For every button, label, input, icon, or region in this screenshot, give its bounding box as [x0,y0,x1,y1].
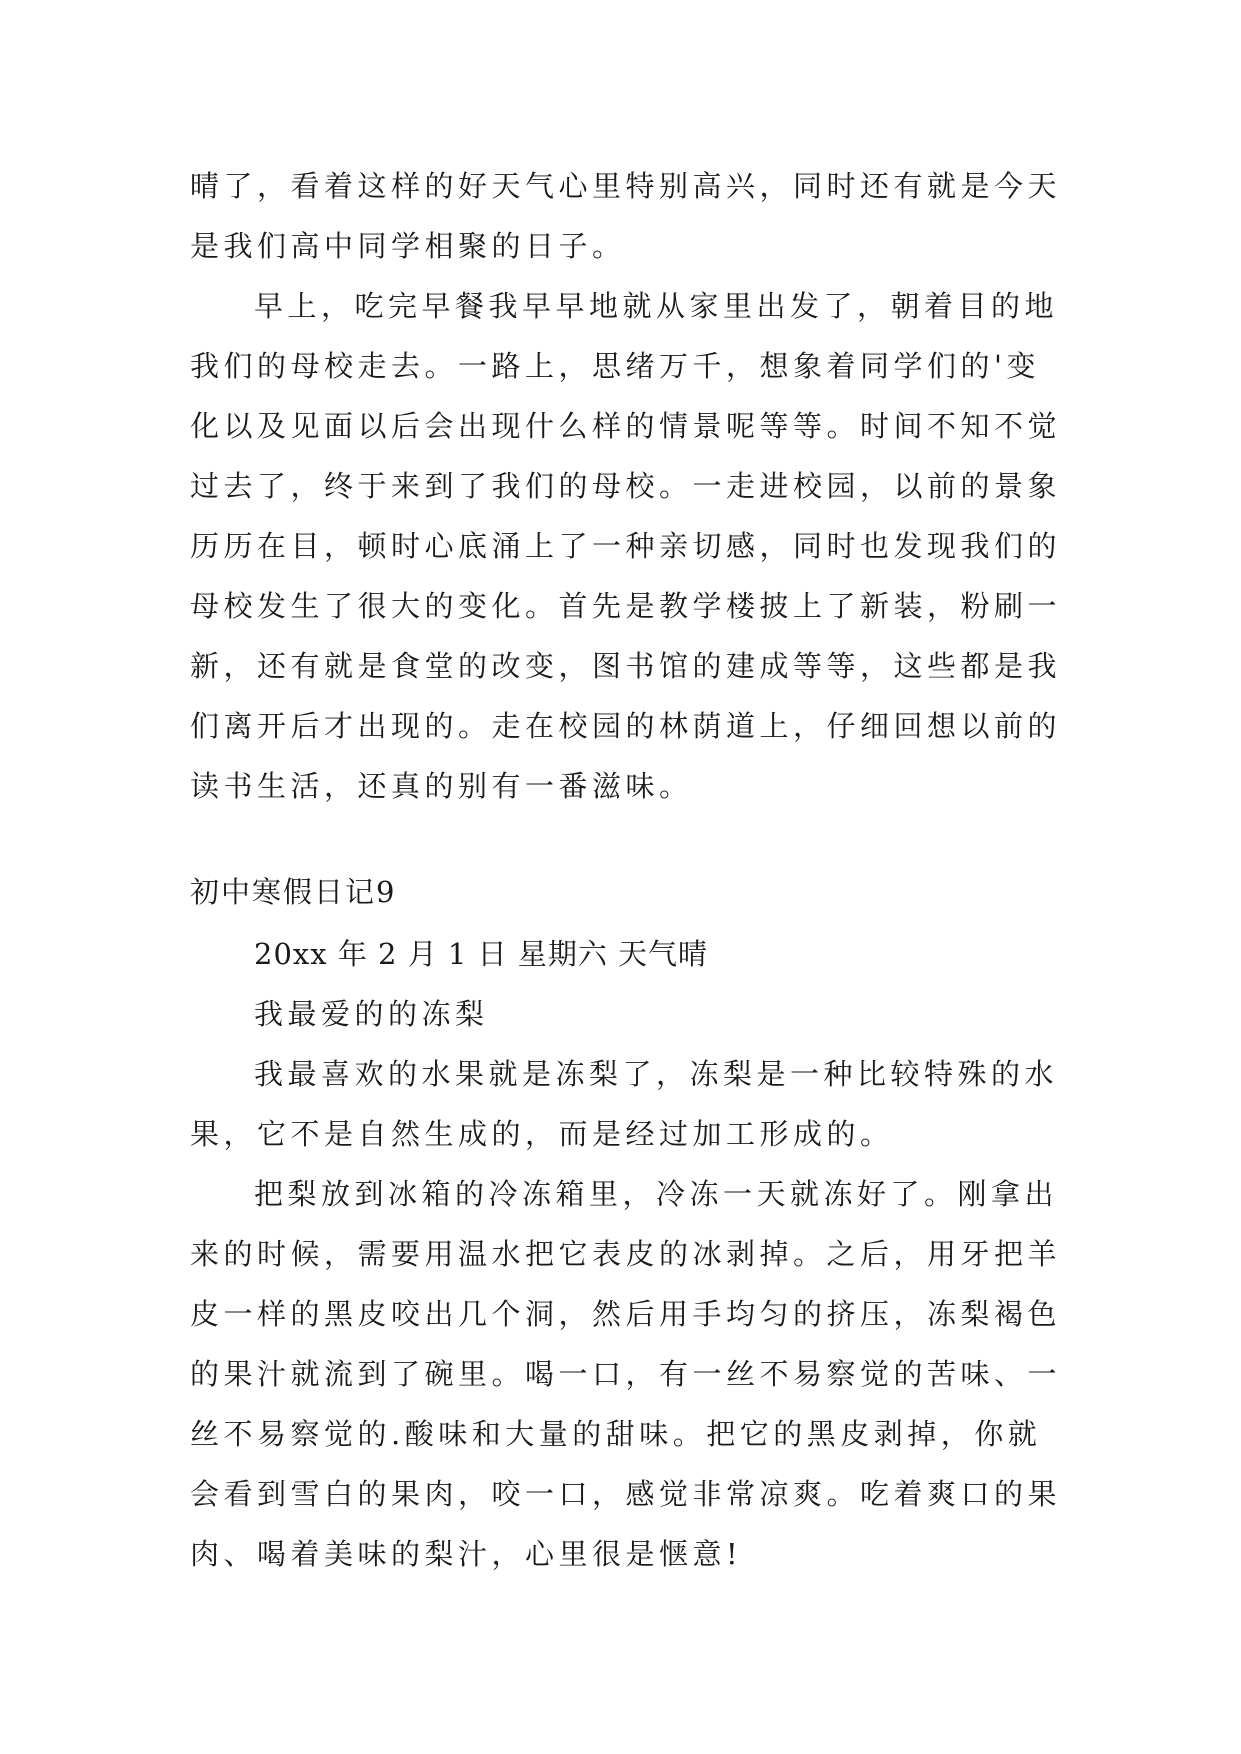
paragraph-line: 早上，吃完早餐我早早地就从家里出发了，朝着目的地 [254,289,1059,323]
paragraph-line: 历历在目，顿时心底涌上了一种亲切感，同时也发现我们的 [190,529,1062,563]
paragraph-line: 晴了，看着这样的好天气心里特别高兴，同时还有就是今天 [190,169,1062,203]
paragraph-line: 读书生活，还真的别有一番滋味。 [190,769,693,803]
paragraph-line: 果，它不是自然生成的，而是经过加工形成的。 [190,1117,894,1151]
paragraph-line: 会看到雪白的果肉，咬一口，感觉非常凉爽。吃着爽口的果 [190,1477,1062,1511]
paragraph-line: 过去了，终于来到了我们的母校。一走进校园，以前的景象 [190,469,1062,503]
paragraph-line: 肉、喝着美味的梨汁，心里很是惬意! [190,1537,743,1571]
paragraph-line: 丝不易察觉的.酸味和大量的甜味。把它的黑皮剥掉，你就 [190,1417,1042,1451]
paragraph-line: 的果汁就流到了碗里。喝一口，有一丝不易察觉的苦味、一 [190,1357,1062,1391]
paragraph-line: 我们的母校走去。一路上，思绪万千，想象着同学们的'变 [190,349,1040,383]
paragraph-line: 化以及见面以后会出现什么样的情景呢等等。时间不知不觉 [190,409,1062,443]
diary-title: 我最爱的的冻梨 [254,997,489,1031]
paragraph-line: 母校发生了很大的变化。首先是教学楼披上了新装，粉刷一 [190,589,1062,623]
paragraph-line: 们离开后才出现的。走在校园的林荫道上，仔细回想以前的 [190,709,1062,743]
paragraph-line: 来的时候，需要用温水把它表皮的冰剥掉。之后，用牙把羊 [190,1237,1062,1271]
paragraph-line: 新，还有就是食堂的改变，图书馆的建成等等，这些都是我 [190,649,1062,683]
paragraph-line: 皮一样的黑皮咬出几个洞，然后用手均匀的挤压，冻梨褐色 [190,1297,1062,1331]
paragraph-line: 把梨放到冰箱的冷冻箱里，冷冻一天就冻好了。刚拿出 [254,1177,1059,1211]
section-heading: 初中寒假日记9 [190,875,397,909]
paragraph-line: 我最喜欢的水果就是冻梨了，冻梨是一种比较特殊的水 [254,1057,1059,1091]
paragraph-line: 是我们高中同学相聚的日子。 [190,229,626,263]
date-line: 20xx 年 2 月 1 日 星期六 天气晴 [254,937,709,971]
